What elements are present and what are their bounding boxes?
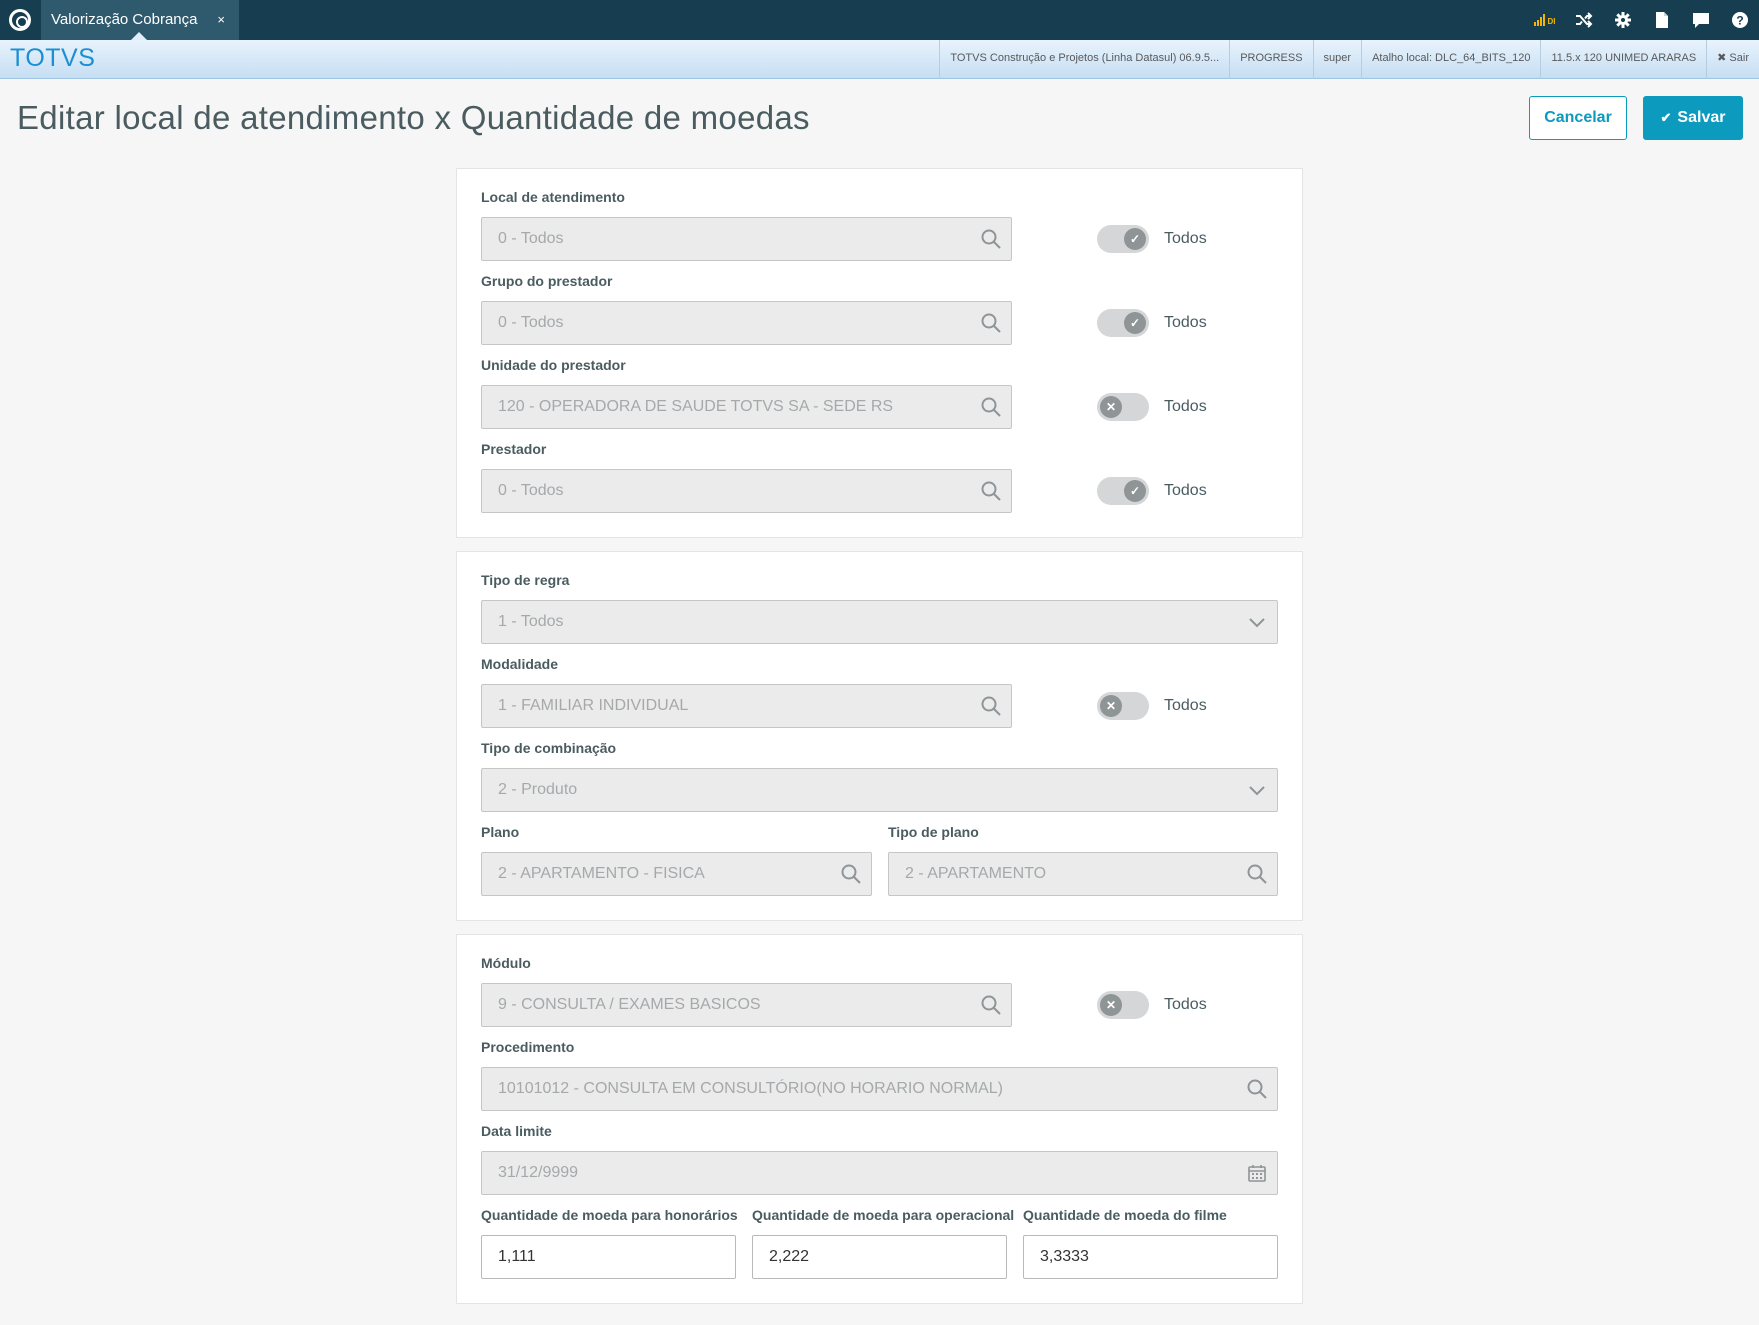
signal-di-icon[interactable]: DI: [1525, 0, 1564, 40]
info-user: super: [1313, 40, 1362, 79]
tipo-combinacao-label: Tipo de combinação: [481, 740, 617, 756]
document-icon[interactable]: [1642, 0, 1681, 40]
info-product: TOTVS Construção e Projetos (Linha Datasul) 06.9.5...: [939, 40, 1229, 79]
plano-input[interactable]: [481, 852, 872, 896]
toggle-prestador[interactable]: [1097, 477, 1149, 505]
search-icon[interactable]: [981, 397, 1001, 417]
tipo-regra-label: Tipo de regra: [481, 572, 570, 588]
cancel-button[interactable]: Cancelar: [1529, 96, 1627, 140]
qtd-honorarios-label: Quantidade de moeda para honorários: [481, 1207, 738, 1223]
toggle-grupo-prestador-label: Todos: [1164, 314, 1207, 331]
check-icon: ✓: [1124, 480, 1146, 502]
qtd-honorarios-input[interactable]: [481, 1235, 736, 1279]
search-icon[interactable]: [1247, 864, 1267, 884]
plano-label: Plano: [481, 824, 520, 840]
tipo-combinacao-select[interactable]: [481, 768, 1278, 812]
close-icon: ✕: [1100, 695, 1122, 717]
data-limite-value: 31/12/9999: [498, 1164, 579, 1181]
check-icon: ✓: [1124, 228, 1146, 250]
modulo-input[interactable]: [481, 983, 1012, 1027]
prestador-label: Prestador: [481, 441, 547, 457]
close-icon: ✕: [1100, 994, 1122, 1016]
tab-title: Valorização Cobrança: [51, 11, 198, 28]
exit-button[interactable]: ✖ Sair: [1706, 40, 1759, 79]
unidade-prestador-input[interactable]: [481, 385, 1012, 429]
tipo-plano-input[interactable]: [888, 852, 1278, 896]
search-icon[interactable]: [981, 696, 1001, 716]
prestador-input[interactable]: [481, 469, 1012, 513]
modulo-value: 9 - CONSULTA / EXAMES BASICOS: [498, 996, 761, 1013]
qtd-filme-value: 3,3333: [1040, 1248, 1089, 1265]
local-atendimento-input[interactable]: [481, 217, 1012, 261]
unidade-prestador-label: Unidade do prestador: [481, 357, 626, 373]
tab-close-icon[interactable]: ×: [217, 12, 225, 27]
card-provider-filters: [456, 168, 1303, 538]
qtd-filme-label: Quantidade de moeda do filme: [1023, 1207, 1227, 1223]
search-icon[interactable]: [1247, 1079, 1267, 1099]
tipo-plano-label: Tipo de plano: [888, 824, 979, 840]
local-atendimento-label: Local de atendimento: [481, 189, 625, 205]
card-rule-filters: [456, 551, 1303, 921]
search-icon[interactable]: [981, 481, 1001, 501]
chevron-down-icon: [1247, 612, 1267, 632]
page-title: Editar local de atendimento x Quantidade de moedas: [17, 99, 810, 136]
toggle-grupo-prestador[interactable]: [1097, 309, 1149, 337]
top-navigation-bar: [0, 0, 1759, 40]
procedimento-label: Procedimento: [481, 1039, 575, 1055]
info-database: PROGRESS: [1229, 40, 1312, 79]
grupo-prestador-value: 0 - Todos: [498, 314, 564, 331]
svg-text:?: ?: [1735, 13, 1744, 28]
info-shortcut: Atalho local: DLC_64_BITS_120: [1361, 40, 1540, 79]
local-atendimento-value: 0 - Todos: [498, 230, 564, 247]
grupo-prestador-label: Grupo do prestador: [481, 273, 613, 289]
calendar-icon[interactable]: [1247, 1163, 1267, 1183]
toggle-modulo-label: Todos: [1164, 996, 1207, 1013]
check-icon: ✓: [1124, 312, 1146, 334]
search-icon[interactable]: [981, 313, 1001, 333]
grupo-prestador-input[interactable]: [481, 301, 1012, 345]
toggle-unidade-prestador-label: Todos: [1164, 398, 1207, 415]
tipo-plano-value: 2 - APARTAMENTO: [905, 865, 1047, 882]
gear-icon[interactable]: [1603, 0, 1642, 40]
toolbar-icons: [1525, 0, 1759, 40]
session-info: [939, 40, 1759, 79]
modalidade-label: Modalidade: [481, 656, 559, 672]
info-company: 11.5.x 120 UNIMED ARARAS: [1540, 40, 1706, 79]
qtd-operacional-input[interactable]: [752, 1235, 1007, 1279]
toggle-local-atendimento[interactable]: [1097, 225, 1149, 253]
save-button-label: Salvar: [1677, 109, 1726, 126]
search-icon[interactable]: [981, 229, 1001, 249]
prestador-value: 0 - Todos: [498, 482, 564, 499]
unidade-prestador-value: 120 - OPERADORA DE SAUDE TOTVS SA - SEDE RS: [498, 398, 894, 415]
modulo-label: Módulo: [481, 955, 531, 971]
system-info-bar: [0, 40, 1759, 79]
qtd-filme-input[interactable]: [1023, 1235, 1278, 1279]
check-icon: ✔: [1660, 110, 1672, 125]
modalidade-value: 1 - FAMILIAR INDIVIDUAL: [498, 697, 689, 714]
tipo-regra-value: 1 - Todos: [498, 613, 564, 630]
tab-indicator: [131, 32, 147, 40]
toggle-modalidade-label: Todos: [1164, 697, 1207, 714]
toggle-modulo[interactable]: [1097, 991, 1149, 1019]
toggle-unidade-prestador[interactable]: [1097, 393, 1149, 421]
qtd-honorarios-value: 1,111: [498, 1248, 536, 1265]
data-limite-label: Data limite: [481, 1123, 552, 1139]
toggle-local-atendimento-label: Todos: [1164, 230, 1207, 247]
brand-logo: TOTVS: [10, 44, 96, 72]
chat-icon[interactable]: [1681, 0, 1720, 40]
qtd-operacional-value: 2,222: [769, 1248, 810, 1265]
tipo-combinacao-value: 2 - Produto: [498, 781, 578, 798]
search-icon[interactable]: [841, 864, 861, 884]
qtd-operacional-label: Quantidade de moeda para operacional: [752, 1207, 1015, 1223]
procedimento-input[interactable]: [481, 1067, 1278, 1111]
save-button[interactable]: [1643, 96, 1743, 140]
plano-value: 2 - APARTAMENTO - FISICA: [498, 865, 705, 882]
close-icon: ✕: [1100, 396, 1122, 418]
procedimento-value: 10101012 - CONSULTA EM CONSULTÓRIO(NO HORARIO NORMAL): [498, 1080, 1003, 1097]
data-limite-input[interactable]: [481, 1151, 1278, 1195]
card-quantities: [456, 934, 1303, 1304]
help-icon[interactable]: [1720, 0, 1759, 40]
toggle-prestador-label: Todos: [1164, 482, 1207, 499]
modalidade-input[interactable]: [481, 684, 1012, 728]
chevron-down-icon: [1247, 780, 1267, 800]
totvs-logo-icon[interactable]: [9, 9, 31, 31]
toggle-modalidade[interactable]: [1097, 692, 1149, 720]
shuffle-icon[interactable]: [1564, 0, 1603, 40]
search-icon[interactable]: [981, 995, 1001, 1015]
tipo-regra-select[interactable]: [481, 600, 1278, 644]
